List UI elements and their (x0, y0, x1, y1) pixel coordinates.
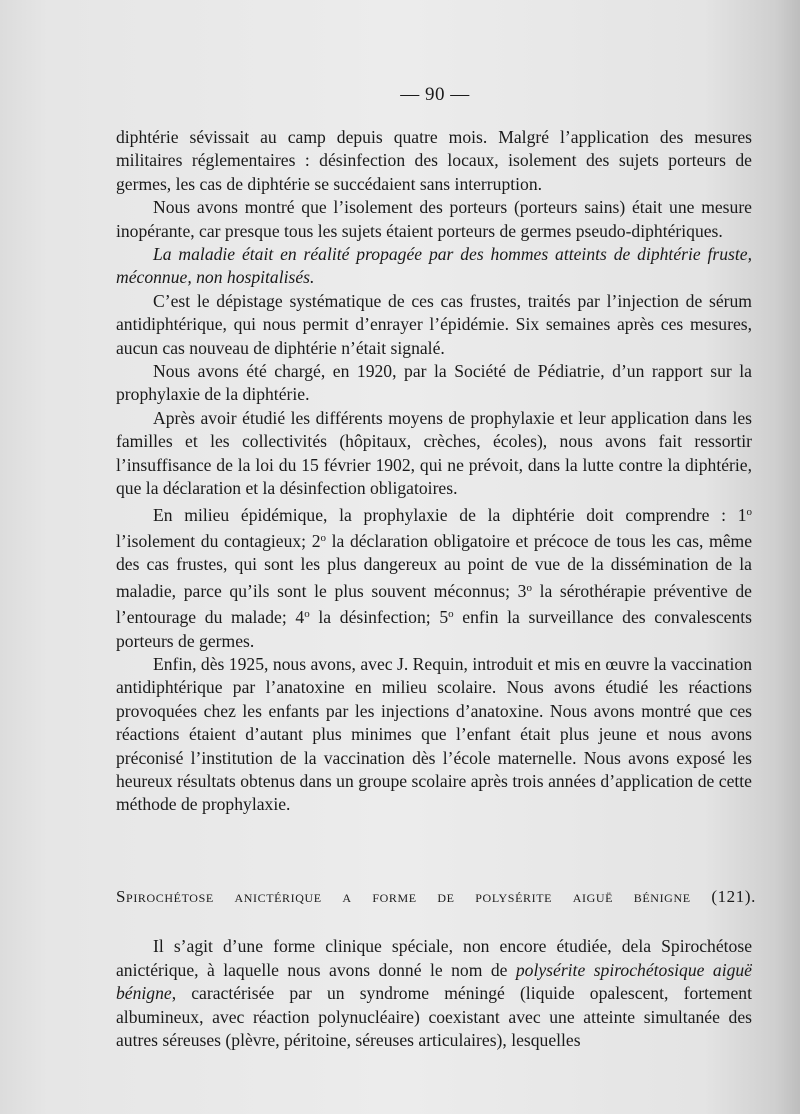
list-item-4: 4$^o$ la désinfection; (295, 607, 440, 628)
paragraph-vaccination: Enfin, dès 1925, nous avons, avec J. Requin, introduit et mis en œuvre la vaccination antidiphtérique par l’anatoxine en milieu scolaire. Nous avons étudié les réactions provoquées chez les enfants par les injections d’anatoxine. Nous avons montré que ces réactions étaient d’autant plus minimes que l’enfant était plus jeune et nous avons préconisé l’institution de la vaccination dès l’école maternelle. Nous avons exposé les heureux résultats obtenus dans un groupe scolaire après trois années d’application de cette méthode de prophylaxie. (116, 653, 752, 815)
page-number: — 90 — (400, 84, 470, 105)
paragraph-spirochetose: Il s’agit d’une forme clinique spéciale, non encore étudiée, dela Spirochétose anictérique, à laquelle nous avons donné le nom de polysérite spirochétosique aiguë bénigne, caractérisée par un syndrome méningé (liquide opalescent, fortement albumineux, avec réaction polynucléaire) coexistant avec une atteinte simultanée des autres séreuses (plèvre, péritoine, séreuses articulaires), lesquelles (116, 936, 752, 1051)
paragraph-italic-statement: La maladie était en réalité propagée par des hommes atteints de diphtérie fruste, méconnue, non hospitalisés. (116, 244, 752, 288)
list-intro: En milieu épidémique, la prophylaxie de la diphtérie doit comprendre : (153, 504, 738, 525)
list-item-1: 1$^o$ l’isolement du contagieux; (116, 504, 752, 551)
paragraph-isolement: Nous avons montré que l’isolement des porteurs (porteurs sains) était une mesure inopérante, car presque tous les sujets étaient porteurs de germes pseudo-diphtériques. (116, 197, 752, 241)
list-item-5: 5$^o$ enfin la surveillance des convalescents porteurs de germes. (116, 607, 752, 651)
body-text (116, 126, 752, 817)
paragraph-rapport: Nous avons été chargé, en 1920, par la Société de Pédiatrie, d’un rapport sur la prophylaxie de la diphtérie. (116, 361, 752, 405)
paragraph-milieu-epidemique (116, 501, 752, 653)
section-body (116, 935, 752, 1053)
paragraph-continuation: diphtérie sévissait au camp depuis quatre mois. Malgré l’application des mesures militaires réglementaires : désinfection des locaux, isolement des sujets porteurs de germes, les cas de diphtérie se succédaient sans interruption. (116, 127, 752, 194)
paragraph-depistage: C’est le dépistage systématique de ces cas frustes, traités par l’injection de sérum antidiphtérique, qui nous permit d’enrayer l’épidémie. Six semaines après ces mesures, aucun cas nouveau de diphtérie n’était signalé. (116, 290, 752, 358)
section-heading: Spirochétose anictérique a forme de polysérite aiguë bénigne (121). (116, 887, 756, 906)
paragraph-prophylaxie-loi: Après avoir étudié les différents moyens de prophylaxie et leur application dans les familles et les collectivités (hôpitaux, crèches, écoles), nous avons fait ressortir l’insuffisance de la loi du 15 février 1902, qui ne prévoit, dans la lutte contre la diphtérie, que la déclaration et la désinfection obligatoires. (116, 407, 752, 499)
emphasis-term: polysérite spirochétosique aiguë bénigne (116, 959, 752, 1004)
list-item-3: 3$^o$ la sérothérapie préventive de l’entourage du malade; (116, 580, 752, 628)
list-item-2: 2$^o$ la déclaration obligatoire et précoce de tous les cas, même des cas frustes, qui sont les plus dangereux au point de vue de la dissémination de la maladie, parce qu’ils sont le plus souvent méconnus; (116, 530, 752, 601)
